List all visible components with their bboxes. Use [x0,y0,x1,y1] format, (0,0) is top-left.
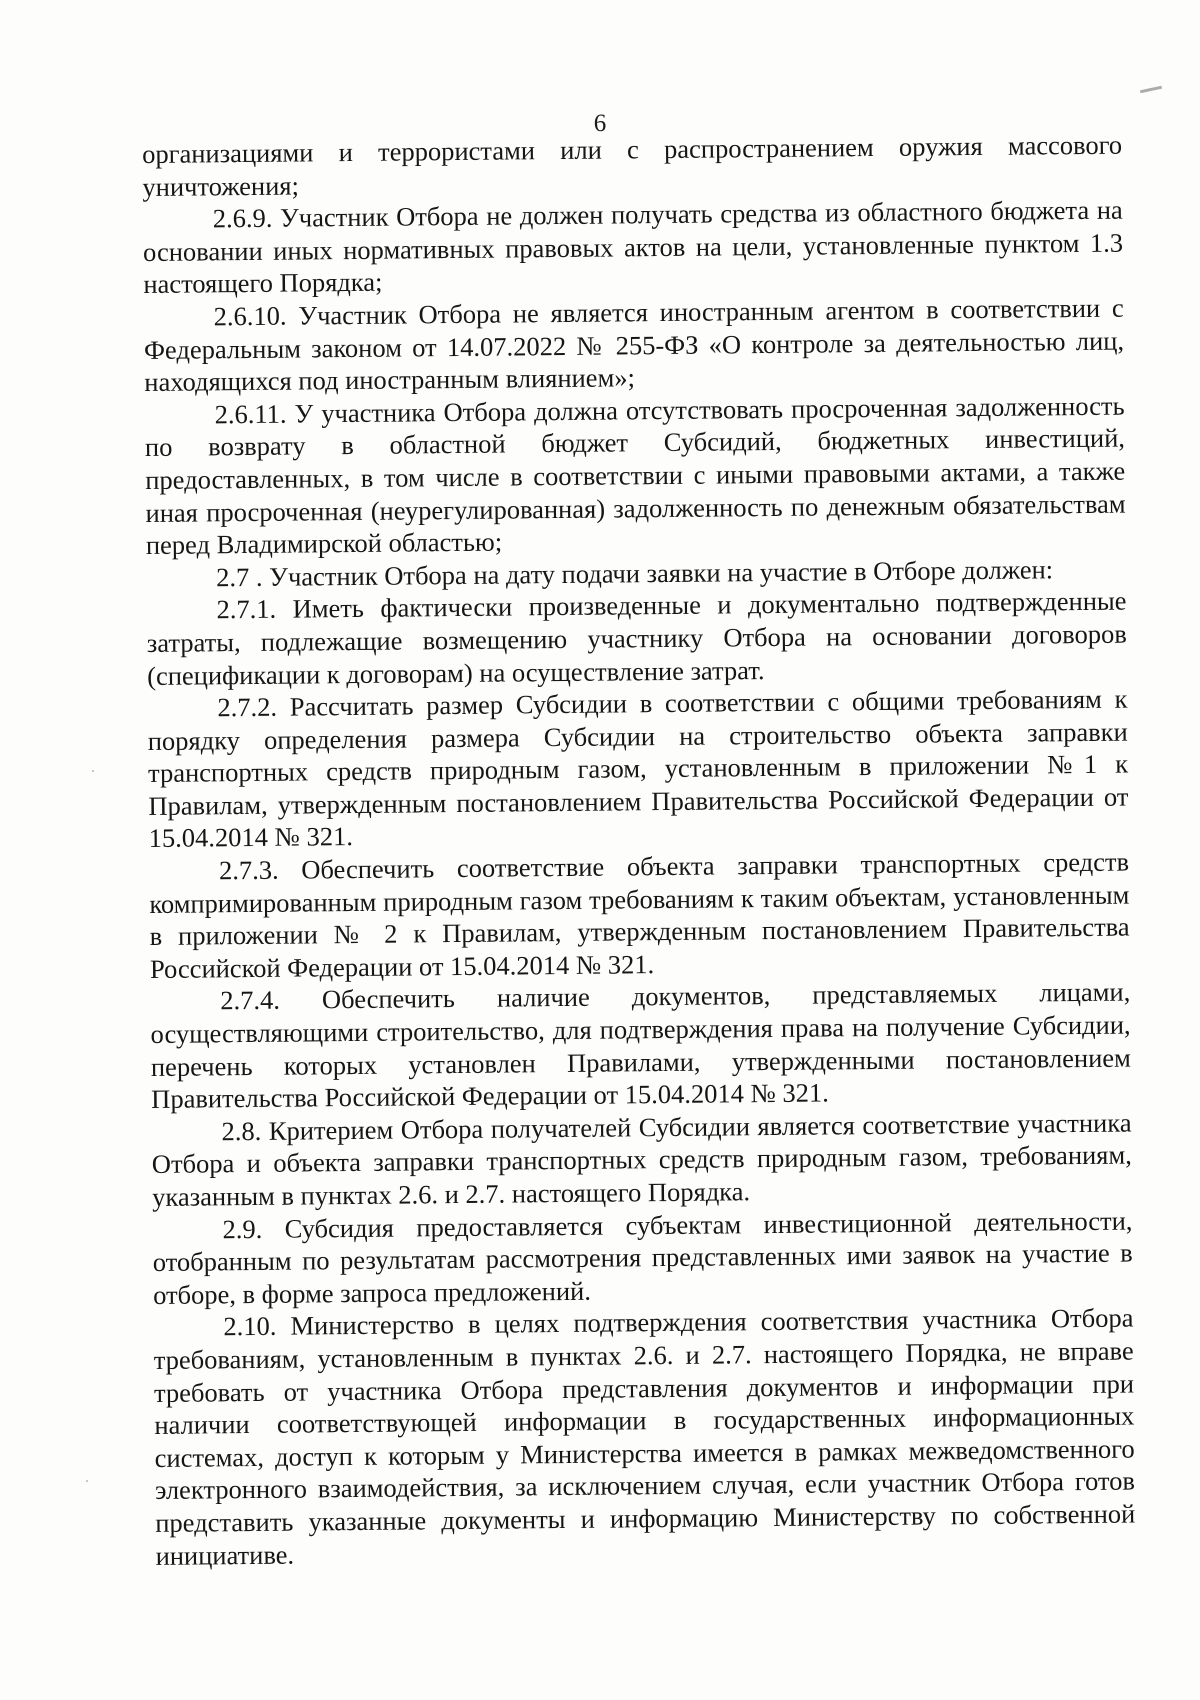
scan-artifact-mark [1140,86,1162,94]
document-body [142,129,1136,1572]
paragraph-2-8: 2.8. Критерием Отбора получателей Субсидии является соответствие участника Отбора и объекта заправки транспортных средств природным газом, требованиям, указанным в пунктах 2.6. и 2.7. настоящего Порядка. [151,1107,1132,1212]
paragraph-2-7-1: 2.7.1. Иметь фактически произведенные и документально подтвержденные затраты, подлежащие возмещению участнику Отбора на основании договоров (спецификации к договорам) на осуществление затрат. [146,585,1127,691]
paragraph-2-7-4: 2.7.4. Обеспечить наличие документов, представляемых лицами, осуществляющими строительство, для подтверждения права на получение Субсидии, перечень которых установлен Правилами, утвержденными постановлением Правительства Российской Федерации от 15.04.2014 № 321. [150,976,1132,1115]
paragraph-2-7-2: 2.7.2. Рассчитать размер Субсидии в соответствии с общими требованиям к порядку определения размера Субсидии на строительство объекта заправки транспортных средств природным газом, установленным в приложении №1 к Правилам, утвержденным постановлением Правительства Российской Федерации от 15.04.2014 № 321. [147,683,1129,854]
scan-artifact-dot [86,1480,88,1482]
paragraph-2-6-10: 2.6.10. Участник Отбора не является иностранным агентом в соответствии с Федеральным законом от 14.07.2022 № 255-ФЗ «О контроле за деятельностью лиц, находящихся под иностранным влиянием»; [143,292,1125,398]
paragraph-2-10: 2.10. Министерство в целях подтверждения соответствия участника Отбора требованиям, установленным в пунктах 2.6. и 2.7. настоящего Порядка, не вправе требовать от участника Отбора представления документов и информации при наличии соответствующей информации в государственных информационных системах, доступ к которым у Министерства имеется в рамках межведомственного электронного взаимодействия, за исключением случая, если участник Отбора готов представить указанные документы и информацию Министерству по собственной инициативе. [153,1302,1136,1571]
paragraph-2-7-3: 2.7.3. Обеспечить соответствие объекта заправки транспортных средств компримированным природным газом требованиям к таким объектам, установленным в приложении № 2 к Правилам, утвержденным постановлением Правительства Российской Федерации от 15.04.2014 № 321. [149,846,1130,984]
paragraph-2-6-9: 2.6.9. Участник Отбора не должен получать средства из областного бюджета на основании иных нормативных правовых актов на цели, установленные пунктом 1.3 настоящего Порядка; [142,194,1124,300]
scan-artifact-dot [92,770,94,772]
paragraph-continuation: организациями и террористами или с распространением оружия массового уничтожения; [142,129,1123,202]
paragraph-2-7: 2.7 . Участник Отбора на дату подачи заявки на участие в Отборе должен: [216,553,1054,593]
paragraph-2-9: 2.9. Субсидия предоставляется субъектам инвестиционной деятельности, отобранным по результатам рассмотрения представленных ими заявок на участие в отборе, в форме запроса предложений. [152,1205,1133,1310]
page-number: 6 [593,110,607,137]
paragraph-2-6-11: 2.6.11. У участника Отбора должна отсутствовать просроченная задолженность по возврату в областной бюджет Субсидий, бюджетных инвестиций, предоставленных, в том числе в соответствии с иными правовыми актами, а также иная просроченная (неурегулированная) задолженность по денежным обязательствам перед Владимирской областью; [144,390,1126,561]
